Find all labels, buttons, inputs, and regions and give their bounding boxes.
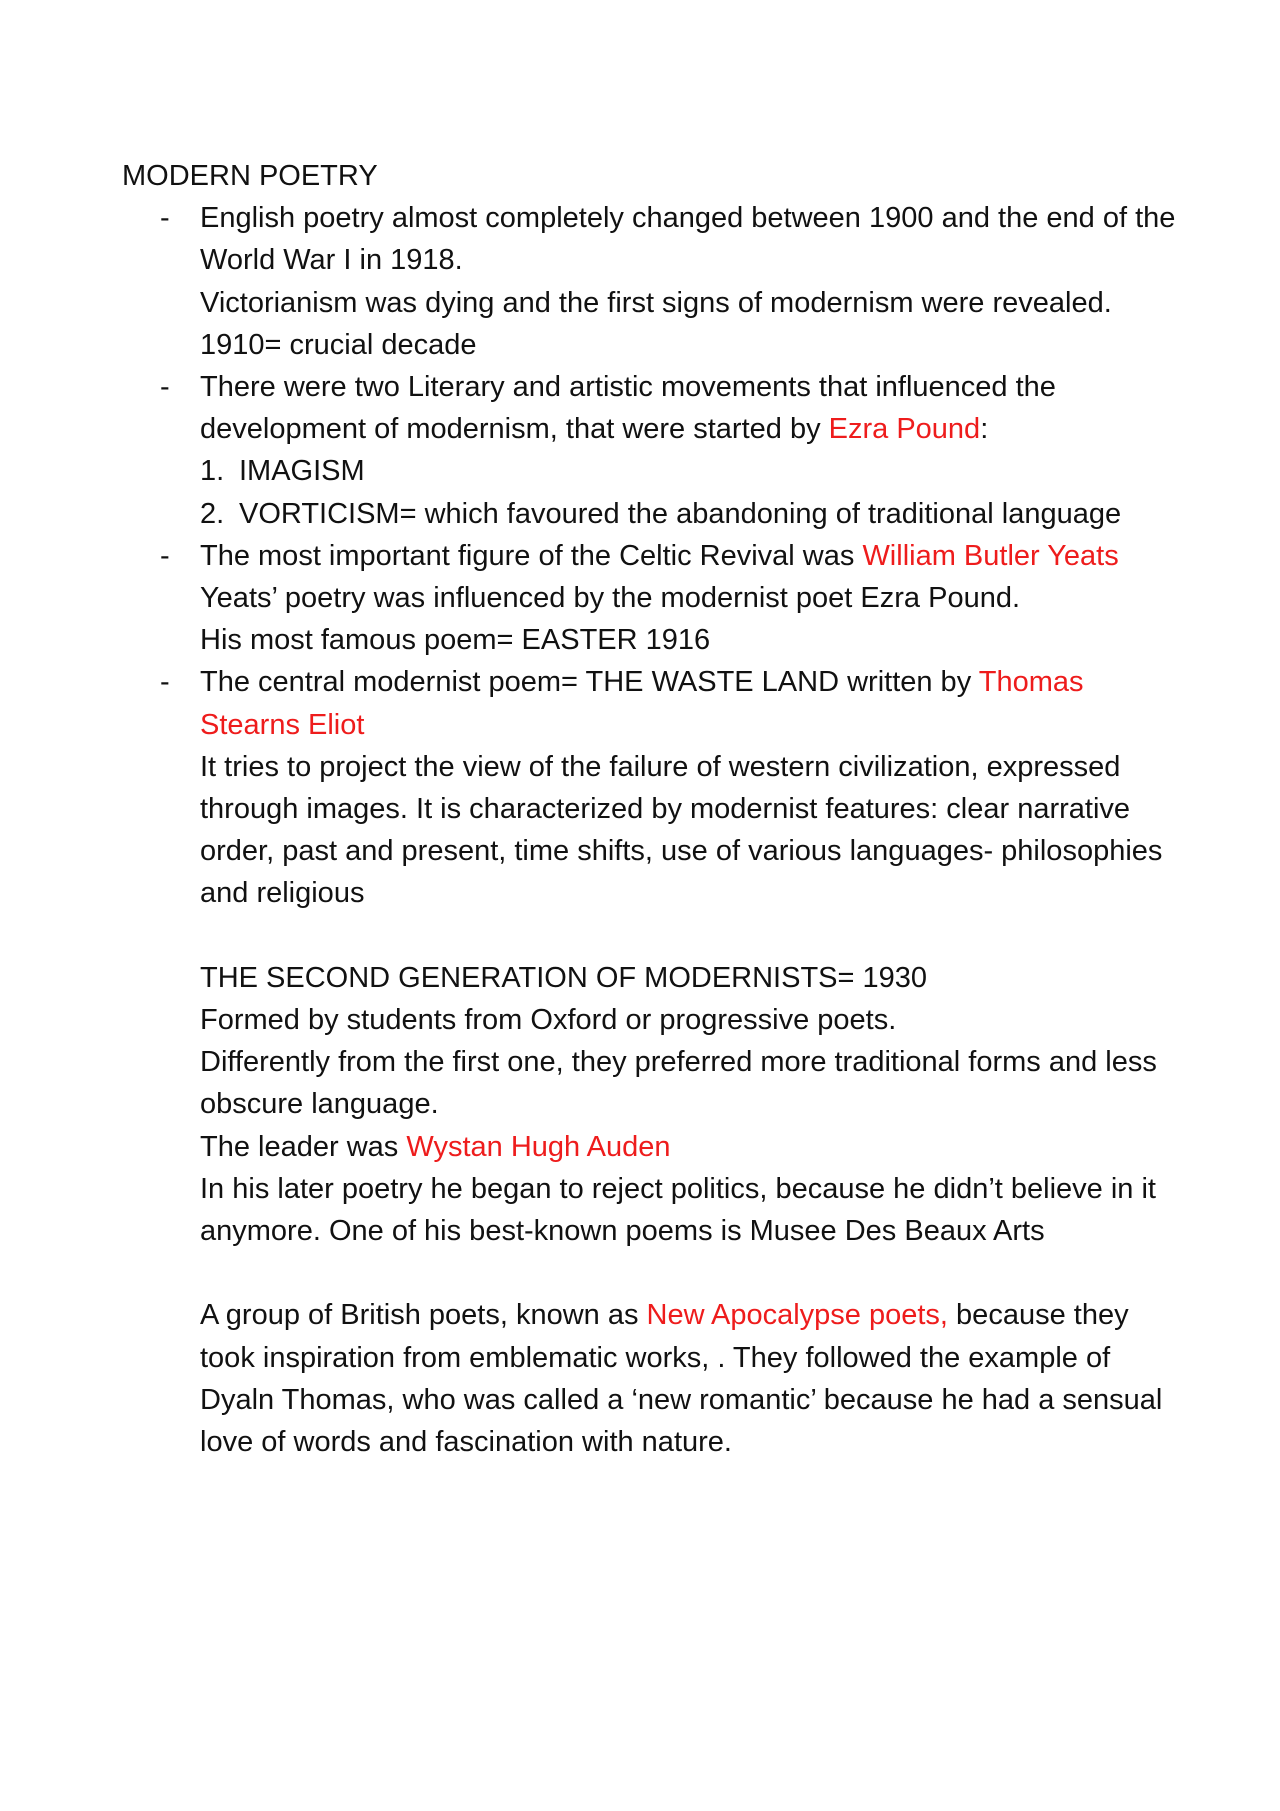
paragraph: Formed by students from Oxford or progressive poets. xyxy=(200,1004,897,1037)
text-run: The leader was xyxy=(200,1130,407,1163)
list-item-text: IMAGISM xyxy=(239,455,365,488)
text-run: There were two Literary and artistic movements that influenced the development of modernism, that were started by xyxy=(200,371,1056,446)
numbered-list-item xyxy=(200,493,1182,535)
bullet-dash: - xyxy=(160,371,170,404)
highlighted-name: Thomas Stearns Eliot xyxy=(200,666,1084,741)
list-number: 1. xyxy=(200,455,225,488)
paragraph: THE SECOND GENERATION OF MODERNISTS= 1930 xyxy=(200,961,928,994)
paragraph: Victorianism was dying and the first signs of modernism were revealed. xyxy=(200,286,1112,319)
paragraph xyxy=(200,1126,1182,1168)
section-second-generation xyxy=(122,957,1182,1252)
bullet-dash: - xyxy=(160,202,170,235)
text-run: A group of British poets, known as xyxy=(200,1299,647,1332)
paragraph: It tries to project the view of the failure of western civilization, expressed through images. It is characterized by modernist features: clear narrative order, past and present, time shifts, use of various languages- philosophies and religious xyxy=(200,750,1163,910)
text-run: : xyxy=(980,413,989,446)
paragraph: In his later poetry he began to reject politics, because he didn’t believe in it anymore. One of his best-known poems is Musee Des Beaux Arts xyxy=(200,1172,1156,1248)
section-new-apocalypse xyxy=(122,1294,1182,1463)
numbered-list-item xyxy=(200,450,1182,492)
paragraph xyxy=(200,366,1182,450)
bullet-item xyxy=(122,197,1182,366)
blank-line xyxy=(122,1252,1182,1294)
paragraph: Yeats’ poetry was influenced by the modernist poet Ezra Pound. xyxy=(200,582,1021,615)
paragraph: 1910= crucial decade xyxy=(200,328,477,361)
bullet-item xyxy=(122,535,1182,662)
text-run: because they took inspiration from emblematic works, . They followed the example of Dyaln Thomas, who was called a ‘new romantic’ because he had a sensual love of words and fascination with nature. xyxy=(200,1299,1163,1459)
numbered-list xyxy=(200,450,1182,534)
highlighted-name: William Butler Yeats xyxy=(862,539,1119,572)
paragraph: His most famous poem= EASTER 1916 xyxy=(200,624,711,657)
highlighted-name: New Apocalypse poets, xyxy=(646,1299,948,1332)
highlighted-name: Wystan Hugh Auden xyxy=(406,1130,671,1163)
blank-line xyxy=(122,915,1182,957)
paragraph xyxy=(200,535,1182,577)
highlighted-name: Ezra Pound xyxy=(828,413,981,446)
list-item-text: VORTICISM= which favoured the abandoning of traditional language xyxy=(239,497,1122,530)
list-number: 2. xyxy=(200,497,225,530)
bullet-item xyxy=(122,661,1182,914)
text-run: The most important figure of the Celtic Revival was xyxy=(200,539,863,572)
paragraph: English poetry almost completely changed between 1900 and the end of the World War I in 1918. xyxy=(200,202,1176,277)
bullet-dash: - xyxy=(160,666,170,699)
document-body xyxy=(122,155,1182,1463)
paragraph xyxy=(200,1294,1182,1463)
paragraph: Differently from the first one, they preferred more traditional forms and less obscure language. xyxy=(200,1046,1157,1121)
document-title: MODERN POETRY xyxy=(122,160,378,192)
paragraph xyxy=(200,661,1182,745)
bullet-dash: - xyxy=(160,539,170,572)
text-run: The central modernist poem= THE WASTE LAND written by xyxy=(200,666,979,699)
bullet-item xyxy=(122,366,1182,535)
